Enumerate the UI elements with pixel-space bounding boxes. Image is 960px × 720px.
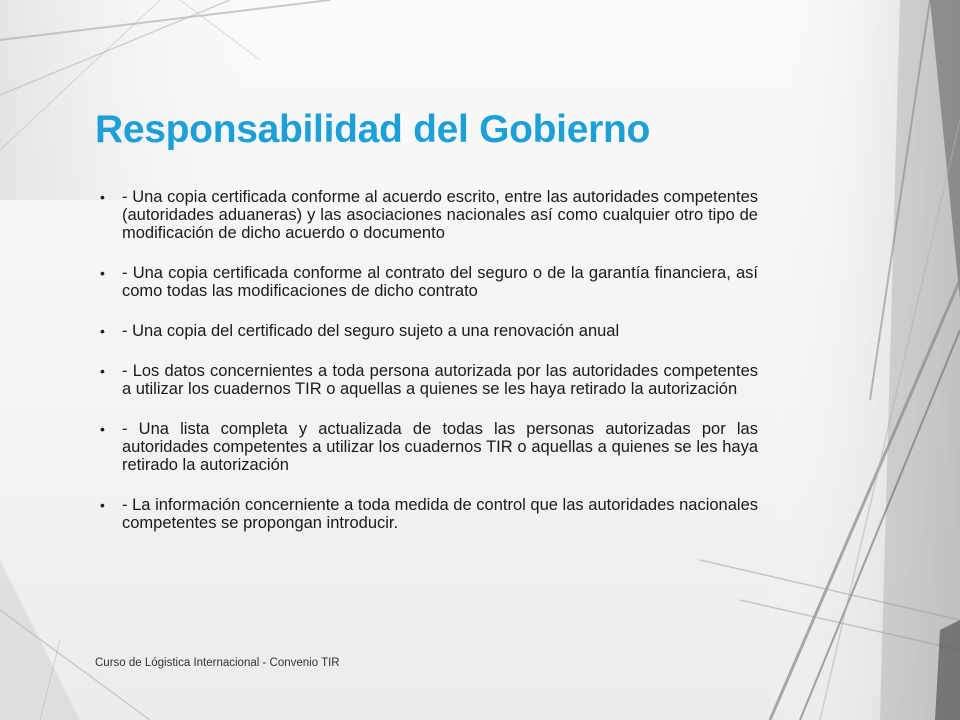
list-item: [100, 264, 758, 300]
bullet-text: - Una copia del certificado del seguro sujeto a una renovación anual: [122, 322, 620, 340]
list-item: [100, 362, 758, 398]
bullet-text: - Una lista completa y actualizada de todas las personas autorizadas por las autoridades competentes a utilizar los cuadernos TIR o aquellas a quienes se les haya retirado la autorización: [122, 420, 758, 474]
slide-footer: Curso de Lógistica Internacional - Convenio TIR: [95, 657, 340, 669]
list-item: [100, 322, 758, 340]
bullet-marker: •: [100, 323, 105, 339]
bullet-text: - Una copia certificada conforme al acuerdo escrito, entre las autoridades competentes (autoridades aduaneras) y las asociaciones nacionales así como cualquier otro tipo de modificación de dicho acuerdo o documento: [122, 188, 758, 242]
bullet-text: - La información concerniente a toda medida de control que las autoridades nacionales competentes se propongan introducir.: [122, 496, 758, 532]
bullet-text: - Los datos concernientes a toda persona autorizada por las autoridades competentes a utilizar los cuadernos TIR o aquellas a quienes se les haya retirado la autorización: [122, 362, 758, 398]
list-item: [100, 496, 758, 532]
bullet-marker: •: [100, 363, 105, 379]
list-item: [100, 420, 758, 474]
bullet-text: - Una copia certificada conforme al contrato del seguro o de la garantía financiera, así como todas las modificaciones de dicho contrato: [122, 264, 758, 300]
bullet-marker: •: [100, 421, 105, 437]
slide-title: Responsabilidad del Gobierno: [95, 108, 651, 151]
list-item: [100, 188, 758, 242]
bullet-list: [100, 188, 758, 554]
bullet-marker: •: [100, 497, 105, 513]
bullet-marker: •: [100, 189, 105, 205]
bullet-marker: •: [100, 265, 105, 281]
